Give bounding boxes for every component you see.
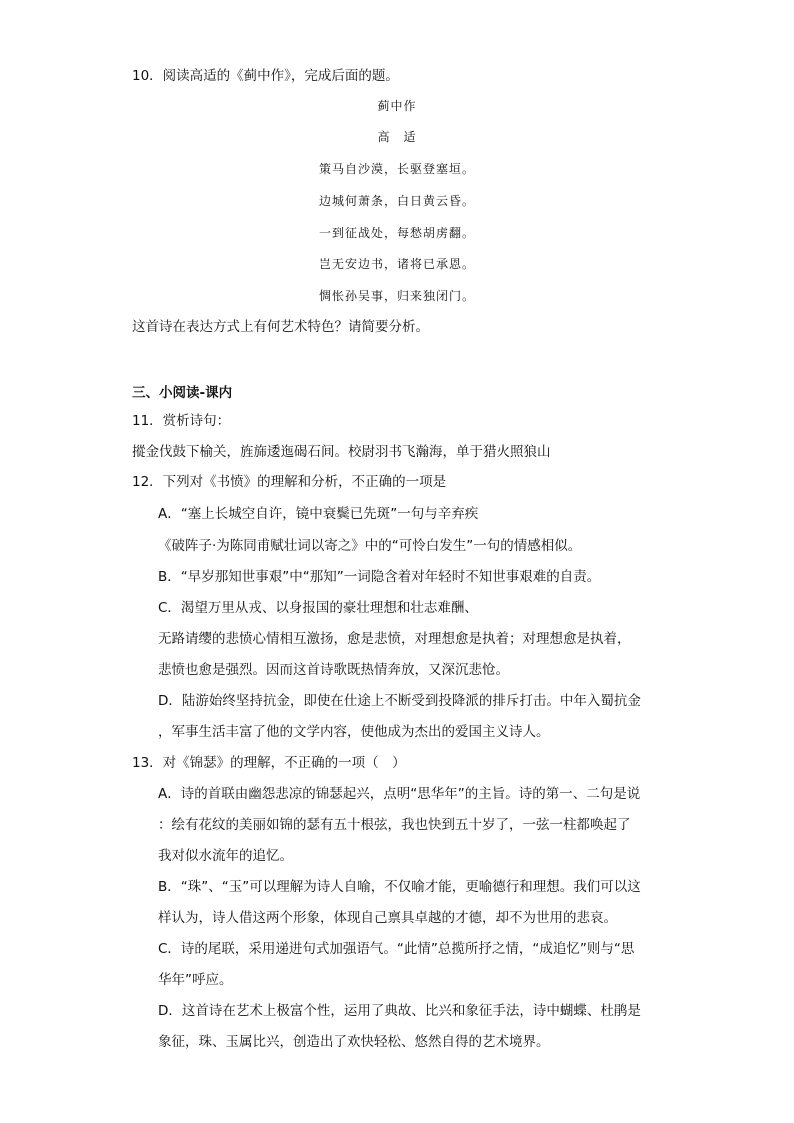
poem-line: 一到征战处，每愁胡虏翻。 xyxy=(318,226,475,240)
question-13-option-b: B．“珠”、“玉”可以理解为诗人自喻，不仅喻才能，更喻德行和理想。我们可以这 xyxy=(158,879,641,895)
question-13-option-b-cont: 样认为，诗人借这两个形象，体现自己禀具卓越的才德，却不为世用的悲哀。 xyxy=(158,910,617,926)
section-heading: 三、小阅读-课内 xyxy=(132,385,233,401)
poem-line: 边城何萧条，白日黄云昏。 xyxy=(318,194,475,208)
poem-line: 惆怅孙吴事，归来独闭门。 xyxy=(318,289,475,303)
question-12-option-d-cont: ，军事生活丰富了他的文学内容，使他成为杰出的爱国主义诗人。 xyxy=(158,724,550,740)
poem-author: 高 适 xyxy=(377,130,417,144)
question-13-option-d: D．这首诗在艺术上极富个性，运用了典故、比兴和象征手法，诗中蝴蝶、杜鹃是 xyxy=(158,1003,641,1019)
poem-line: 岂无安边书，诸将已承恩。 xyxy=(318,257,475,271)
question-12-option-c: C．渴望万里从戎、以身报国的豪壮理想和壮志难酬、 xyxy=(158,600,478,616)
question-13-option-a-cont: 我对似水流年的追忆。 xyxy=(158,848,293,864)
question-13-option-a: A．诗的首联由幽怨悲凉的锦瑟起兴，点明“思华年”的主旨。诗的第一、二句是说 xyxy=(158,786,641,802)
question-12-option-d: D．陆游始终坚持抗金，即使在仕途上不断受到投降派的排斥打击。中年入蜀抗金 xyxy=(158,693,641,709)
question-11-stem: 11．赏析诗句： xyxy=(132,413,231,429)
poem-title: 蓟中作 xyxy=(377,99,417,113)
poem-line: 策马自沙漠，长驱登塞垣。 xyxy=(318,162,475,176)
question-12-stem: 12．下列对《书愤》的理解和分析，不正确的一项是 xyxy=(132,474,447,490)
question-12-option-b: B．“早岁那知世事艰”中“那知”一词隐含着对年轻时不知世事艰难的自责。 xyxy=(158,569,601,585)
question-11-verse: 摐金伐鼓下榆关，旌旆逶迤碣石间。校尉羽书飞瀚海，单于猎火照狼山 xyxy=(132,444,551,460)
question-10-stem: 10．阅读高适的《蓟中作》，完成后面的题。 xyxy=(132,68,399,84)
question-12-option-a-cont: 《破阵子·为陈同甫赋壮词以寄之》中的“可怜白发生”一句的情感相似。 xyxy=(158,538,582,554)
question-12-option-c-cont: 无路请缨的悲愤心情相互激扬，愈是悲愤，对理想愈是执着；对理想愈是执着， xyxy=(158,631,631,647)
question-13-option-c: C．诗的尾联，采用递进句式加强语气。“此情”总揽所抒之情，“成追忆”则与“思 xyxy=(158,941,635,957)
question-12-option-a: A．“塞上长城空自许，镜中衰鬓已先斑”一句与辛弃疾 xyxy=(158,506,479,522)
question-13-option-a-cont: ：绘有花纹的美丽如锦的瑟有五十根弦，我也快到五十岁了，一弦一柱都唤起了 xyxy=(158,817,631,833)
question-13-stem: 13．对《锦瑟》的理解，不正确的一项（ ） xyxy=(132,755,406,771)
question-13-option-c-cont: 华年”呼应。 xyxy=(158,972,233,988)
question-13-option-d-cont: 象征，珠、玉属比兴，创造出了欢快轻松、悠然自得的艺术境界。 xyxy=(158,1034,550,1050)
question-12-option-c-cont: 悲愤也愈是强烈。因而这首诗歌既热情奔放，又深沉悲怆。 xyxy=(158,662,509,678)
question-10-prompt: 这首诗在表达方式上有何艺术特色？请简要分析。 xyxy=(132,319,429,335)
